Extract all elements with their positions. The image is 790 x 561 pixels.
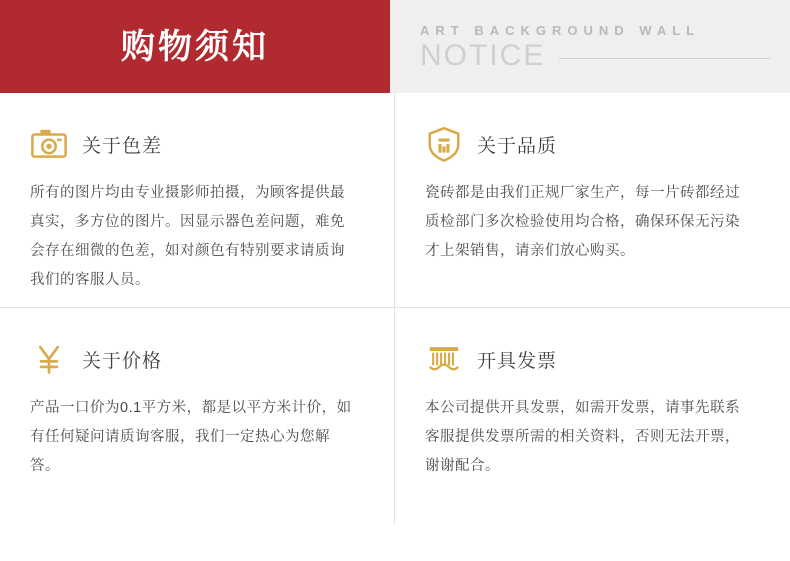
- notice-item-price: [0, 308, 395, 524]
- page-title: 购物须知: [121, 27, 269, 66]
- camera-icon: [30, 125, 68, 163]
- notice-item-title: 关于品质: [477, 135, 558, 157]
- notice-item-header: [425, 336, 754, 382]
- notice-item-title: 关于色差: [82, 135, 163, 157]
- notice-item-body: [30, 179, 358, 295]
- notice-item-title: 关于价格: [82, 350, 163, 372]
- shield-quality-icon: [425, 125, 463, 163]
- header-divider-line: [559, 58, 770, 59]
- notice-row-2: [0, 308, 790, 524]
- header-eng-title: NOTICE: [420, 38, 546, 72]
- header-notice-row: [420, 38, 790, 72]
- notice-item-header: [30, 121, 358, 167]
- invoice-icon: [425, 340, 463, 378]
- notice-item-invoice: [395, 308, 790, 524]
- notice-item-header: [30, 336, 358, 382]
- header-english-block: [390, 0, 790, 93]
- header-eng-subtitle: ART BACKGROUND WALL: [420, 22, 701, 38]
- notice-item-text: 产品一口价为0.1平方米，都是以平方米计价，如有任何疑问请质询客服，我们一定热心为您解答。: [30, 400, 352, 474]
- page-header: [0, 0, 790, 93]
- notice-item-body: [425, 179, 754, 266]
- notice-item-text: 所有的图片均由专业摄影师拍摄，为顾客提供最真实，多方位的图片。因显示器色差问题，难免会存在细微的色差，如对颜色有特别要求请质询我们的客服人员。: [30, 185, 345, 288]
- header-red-block: [0, 0, 390, 93]
- notice-item-body: [425, 394, 754, 481]
- notice-item-color: [0, 93, 395, 308]
- notice-item-text: 本公司提供开具发票，如需开发票，请事先联系客服提供发票所需的相关资料，否则无法开票，谢谢配合。: [425, 400, 740, 474]
- yen-price-icon: [30, 340, 68, 378]
- notice-row-1: [0, 93, 790, 308]
- notice-item-text: 瓷砖都是由我们正规厂家生产，每一片砖都经过质检部门多次检验使用均合格，确保环保无污染才上架销售，请亲们放心购买。: [425, 185, 740, 259]
- notice-item-body: [30, 394, 358, 481]
- notice-item-quality: [395, 93, 790, 308]
- notice-grid: [0, 93, 790, 561]
- notice-item-title: 开具发票: [477, 350, 558, 372]
- notice-item-header: [425, 121, 754, 167]
